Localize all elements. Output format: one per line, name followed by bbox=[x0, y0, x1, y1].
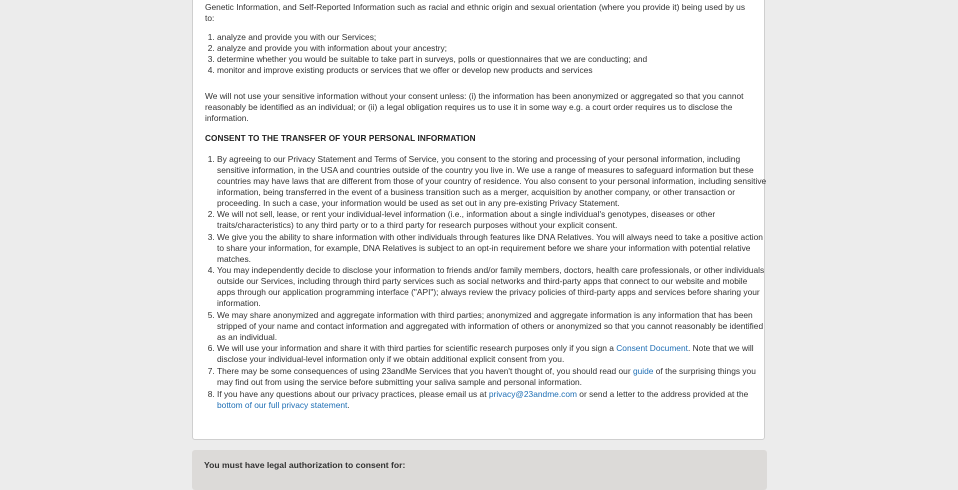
item-text: If you have any questions about our privacy practices, please email us at bbox=[217, 388, 489, 399]
item-text: . Note that we will disclose your individual-level information only if we obtain additional explicit consent from you. bbox=[217, 343, 754, 365]
item-text: or send a letter to the address provided at the bbox=[576, 388, 749, 399]
list-item: 3. determine whether you would be suitable to take part in surveys, polls or questionnaires that we are conducting; and bbox=[217, 54, 767, 65]
intro-paragraph: Genetic Information, and Self-Reported Information such as racial and ethnic origin and sexual orientation (where you provide it) being used by us to: bbox=[205, 2, 746, 23]
privacy-consent-panel bbox=[192, 0, 765, 440]
list-item: 3. We give you the ability to share information with other individuals through features like DNA Relatives. You will always need to take a positive action to share your information, for example, DNA Relatives is subject to an opt-in requirement before we share your information with potential relative matches. bbox=[217, 232, 767, 265]
item-text: . bbox=[347, 399, 350, 410]
legal-authorization-label: You must have legal authorization to consent for: bbox=[204, 460, 406, 470]
list-item bbox=[217, 389, 767, 411]
consent-items-list bbox=[205, 154, 767, 411]
list-item: 1. analyze and provide you with our Services; bbox=[217, 32, 767, 43]
item-text: of the surprising things you may find out from using the service before submitting your saliva sample and personal information. bbox=[217, 366, 756, 387]
no-use-paragraph: We will not use your sensitive information without your consent unless: (i) the information has been anonymized or aggregated so that you cannot reasonably be identified as an individual; or (ii) a legal obligation requires us to use it in some way e.g. a court order requires us to disclose the information. bbox=[205, 91, 744, 123]
consent-document-link[interactable]: Consent Document bbox=[616, 343, 688, 354]
sensitive-info-uses-list bbox=[205, 32, 767, 76]
list-item: 1. By agreeing to our Privacy Statement and Terms of Service, you consent to the storing and processing of your personal information, including sensitive information, in the USA and countries outside of the country you live in. We use a range of measures to safeguard information but these countries may have laws that are different from those of your country of residence. You also consent to your personal information, including sensitive information, being transferred in the event of a business transition such as a merger, acquisition by another company, or other transaction or proceeding. In such a case, your information would be used as set out in any pre-existing Privacy Statement. bbox=[217, 154, 767, 209]
list-item: 4. You may independently decide to disclose your information to friends and/or family members, doctors, health care professionals, or other individuals outside our Services, including through third party services such as social networks and third-party apps that connect to our website and mobile apps through our application programming interface ("API"); always review the privacy policies of third-party apps and services before sharing your information. bbox=[217, 265, 767, 309]
legal-authorization-box bbox=[192, 450, 767, 490]
list-item bbox=[217, 343, 767, 365]
item-text: We will use your information and share it with third parties for scientific research purposes only if you sign a bbox=[217, 343, 617, 354]
item-text: There may be some consequences of using 23andMe Services that you haven't thought of, you should read our bbox=[217, 366, 633, 376]
full-privacy-statement-link[interactable]: bottom of our full privacy statement bbox=[217, 399, 348, 410]
consent-transfer-heading: CONSENT TO THE TRANSFER OF YOUR PERSONAL INFORMATION bbox=[205, 134, 476, 143]
list-item: 4. monitor and improve existing products or services that we offer or develop new products and services bbox=[217, 65, 767, 76]
list-item: 2. analyze and provide you with information about your ancestry; bbox=[217, 43, 767, 54]
list-item bbox=[217, 366, 767, 388]
privacy-email-link[interactable]: privacy@23andme.com bbox=[488, 388, 577, 399]
list-item: 2. We will not sell, lease, or rent your individual-level information (i.e., information about a single individual's genotypes, diseases or other traits/characteristics) to any third party or to a third party for research purposes without your explicit consent. bbox=[217, 209, 767, 231]
list-item: 5. We may share anonymized and aggregate information with third parties; anonymized and aggregate information is any information that has been stripped of your name and contact information and aggregated with information of others or anonymized so that you cannot reasonably be identified as an individual. bbox=[217, 310, 767, 343]
guide-link[interactable]: guide bbox=[632, 366, 654, 376]
